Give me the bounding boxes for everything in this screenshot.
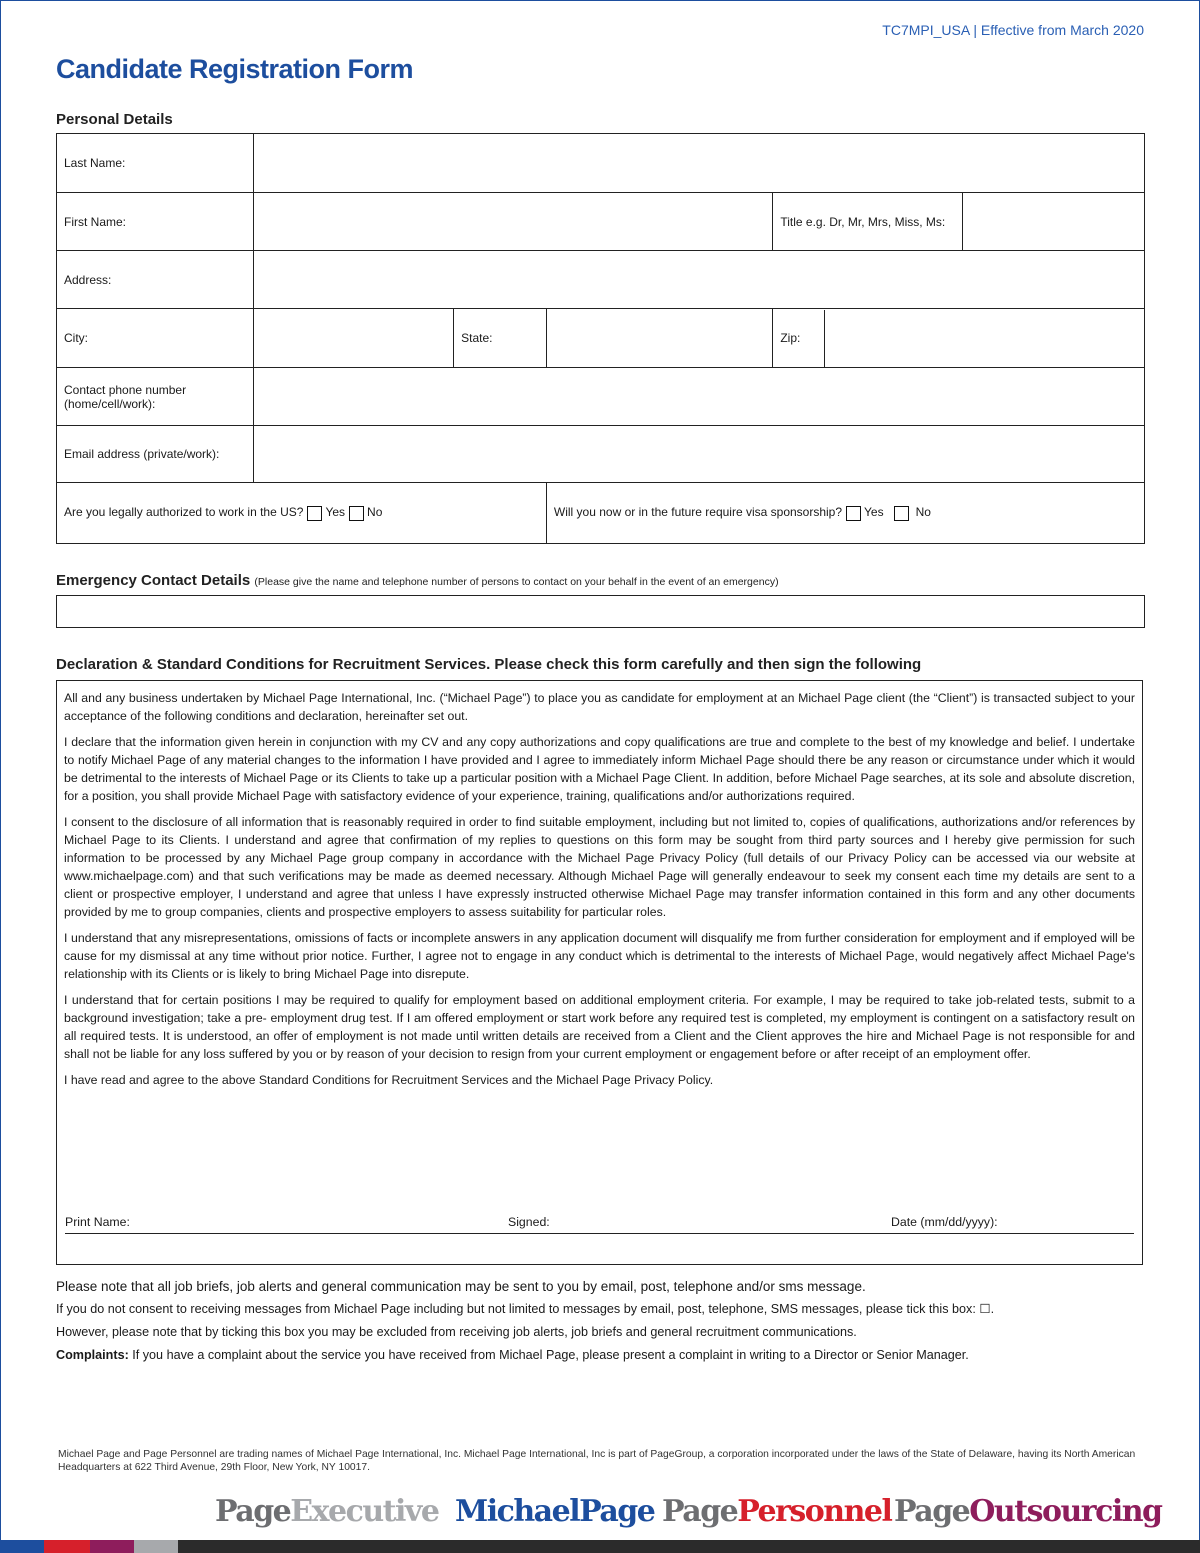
declaration-paragraph: I understand that any misrepresentations, omissions of facts or incomplete answers in any application document will disqualify me from further consideration for employment and if employed will be cause for my dismissal at any time without prior notice. Further, I agree not to engage in any conduct which is detrimental to the interests of Michael Page, would negatively affect Michael Page's relationship with its Clients or is likely to bring Michael Page into disrepute.	[64, 931, 1135, 981]
visa-yes-label: Yes	[864, 505, 884, 520]
address-label: Address:	[57, 251, 254, 309]
declaration-box	[56, 680, 1143, 1265]
notes-section	[56, 1278, 1096, 1370]
color-bar-segment	[134, 1540, 178, 1553]
phone-row	[57, 368, 1145, 426]
address-field[interactable]	[253, 251, 1144, 309]
declaration-paragraph: I understand that for certain positions I may be required to qualify for employment based on additional employment criteria. For example, I may be required to take job-related tests, submit to a background investigation; take a pre- employment drug test. If I am offered employment or start work before any required test is completed, my employment is contingent on a satisfactory result on all required tests. It is understood, an offer of employment is not made until written details are received from a Client and the Client approves the hire and Michael Page is not responsible for and shall not be liable for any loss suffered by you or by reason of your decision to resign from your current employment or engagement before or after receipt of an employment offer.	[64, 993, 1135, 1061]
michael-page-logo: MichaelPage	[455, 1494, 655, 1529]
city-label: City:	[57, 309, 254, 368]
consent-note: If you do not consent to receiving messages from Michael Page including but not limited to messages by email, post, telephone, SMS messages, please tick this box: ☐.	[56, 1302, 995, 1316]
phone-field[interactable]	[253, 368, 1144, 426]
first-name-field[interactable]	[253, 193, 772, 251]
page-outsourcing-logo: PageOutsourcing	[894, 1494, 1162, 1529]
work-auth-yes-label: Yes	[325, 505, 346, 520]
work-auth-no-checkbox[interactable]	[349, 506, 364, 521]
email-label: Email address (private/work):	[57, 426, 254, 483]
complaints-note	[56, 1347, 1096, 1364]
color-bar-segment	[0, 1540, 44, 1553]
color-bar-segment	[44, 1540, 90, 1553]
personal-details-table	[56, 133, 1145, 544]
color-bar-segment	[178, 1540, 1200, 1553]
communication-note: Please note that all job briefs, job alerts and general communication may be sent to you by email, post, telephone and/or sms message.	[56, 1279, 866, 1294]
emergency-heading	[56, 572, 779, 589]
address-row	[57, 251, 1145, 309]
however-note: However, please note that by ticking this box you may be excluded from receiving job alerts, job briefs and general recruitment communications.	[56, 1325, 857, 1339]
declaration-paragraph: I consent to the disclosure of all information that is reasonably required in order to find suitable employment, including but not limited to, copies of qualifications, authorizations and/or references by Michael Page to its Clients. I understand and agree that confirmation of my replies to questions on this form may be sought from third party sources and I hereby give permission for such information to be processed by any Michael Page group company in accordance with the Michael Page Privacy Policy (full details of our Privacy Policy can be accessed via our website at www.michaelpage.com) and that such verifications may be made as deemed necessary. Although Michael Page will generally endeavour to seek my consent each time my details are sent to a client or prospective employer, I understand and agree that unless I have expressly instructed otherwise Michael Page may transfer information contained in this form and any other documents provided by me to group companies, clients and prospective employers to assess suitability for particular roles.	[64, 815, 1135, 919]
city-field[interactable]	[253, 309, 453, 368]
first-name-row	[57, 193, 1145, 251]
visa-sponsorship-question	[546, 483, 1144, 544]
signed-label: Signed:	[508, 1215, 550, 1229]
email-row	[57, 426, 1145, 483]
visa-sponsorship-label: Will you now or in the future require visa sponsorship?	[553, 505, 843, 520]
state-label: State:	[454, 309, 547, 368]
first-name-label: First Name:	[57, 193, 254, 251]
phone-label-line1: Contact phone number	[64, 382, 187, 397]
zip-field[interactable]	[825, 310, 1144, 367]
personal-details-heading: Personal Details	[56, 111, 173, 128]
declaration-heading: Declaration & Standard Conditions for Recruitment Services. Please check this form carefully and then sign the following	[56, 656, 922, 673]
page-executive-logo: PageExecutive	[215, 1494, 439, 1529]
date-label: Date (mm/dd/yyyy):	[891, 1215, 998, 1229]
title-label: Title e.g. Dr, Mr, Mrs, Miss, Ms:	[773, 193, 963, 251]
emergency-contact-field[interactable]	[56, 595, 1145, 628]
declaration-paragraph: All and any business undertaken by Michael Page International, Inc. (“Michael Page”) to place you as candidate for employment at an Michael Page client (the “Client”) is transacted subject to your acceptance of the following conditions and declaration, hereinafter set out.	[64, 691, 1135, 723]
color-bar	[0, 1540, 1200, 1553]
form-title: Candidate Registration Form	[56, 54, 414, 84]
work-authorization-question	[57, 483, 547, 544]
declaration-paragraph: I declare that the information given herein in conjunction with my CV and any copy authorizations and copy qualifications are true and complete to the best of my knowledge and belief. I undertake to notify Michael Page of any material changes to the information I have provided and I agree to immediately inform Michael Page should there be any reason or circumstance under which it would be detrimental to the interests of Michael Page or its Clients to take up a particular position with a Michael Page Client. In addition, before Michael Page searches, at its sole and absolute discretion, for a position, you shall provide Michael Page with satisfactory evidence of your experience, training, qualifications and/or authorizations required.	[64, 735, 1135, 803]
last-name-label: Last Name:	[57, 134, 254, 193]
state-field[interactable]	[546, 309, 772, 368]
visa-no-checkbox[interactable]	[894, 506, 909, 521]
authorization-row	[57, 483, 1145, 544]
legal-footer: Michael Page and Page Personnel are trading names of Michael Page International, Inc. Michael Page International, Inc is part of PageGroup, a corporation incorporated under the laws of the State of Delaware, having its North American Headquarters at 622 Third Avenue, 29th Floor, New York, NY 10017.	[58, 1449, 1136, 1473]
color-bar-segment	[90, 1540, 134, 1553]
signature-line[interactable]	[65, 1215, 1134, 1234]
page-personnel-logo: PagePersonnel	[662, 1494, 892, 1529]
complaints-label: Complaints:	[56, 1348, 129, 1362]
work-authorization-label: Are you legally authorized to work in the US?	[64, 505, 304, 520]
work-auth-no-label: No	[367, 505, 383, 520]
city-row	[57, 309, 1145, 368]
complaints-text: If you have a complaint about the service you have received from Michael Page, please present a complaint in writing to a Director or Senior Manager.	[128, 1348, 969, 1362]
form-reference: TC7MPI_USA | Effective from March 2020	[882, 22, 1144, 38]
visa-yes-checkbox[interactable]	[846, 506, 861, 521]
emergency-note: (Please give the name and telephone number of persons to contact on your behalf in the event of an emergency)	[254, 576, 779, 588]
zip-label: Zip:	[773, 310, 825, 367]
phone-label-line2: (home/cell/work):	[64, 396, 156, 411]
work-auth-yes-checkbox[interactable]	[307, 506, 322, 521]
visa-no-label: No	[915, 505, 931, 520]
phone-label	[57, 368, 254, 426]
email-field[interactable]	[253, 426, 1144, 483]
declaration-paragraph: I have read and agree to the above Standard Conditions for Recruitment Services and the Michael Page Privacy Policy.	[64, 1073, 714, 1087]
print-name-label: Print Name:	[65, 1215, 130, 1229]
last-name-field[interactable]	[253, 134, 1144, 193]
title-field[interactable]	[962, 193, 1144, 251]
emergency-heading-text: Emergency Contact Details	[56, 572, 251, 589]
last-name-row	[57, 134, 1145, 193]
